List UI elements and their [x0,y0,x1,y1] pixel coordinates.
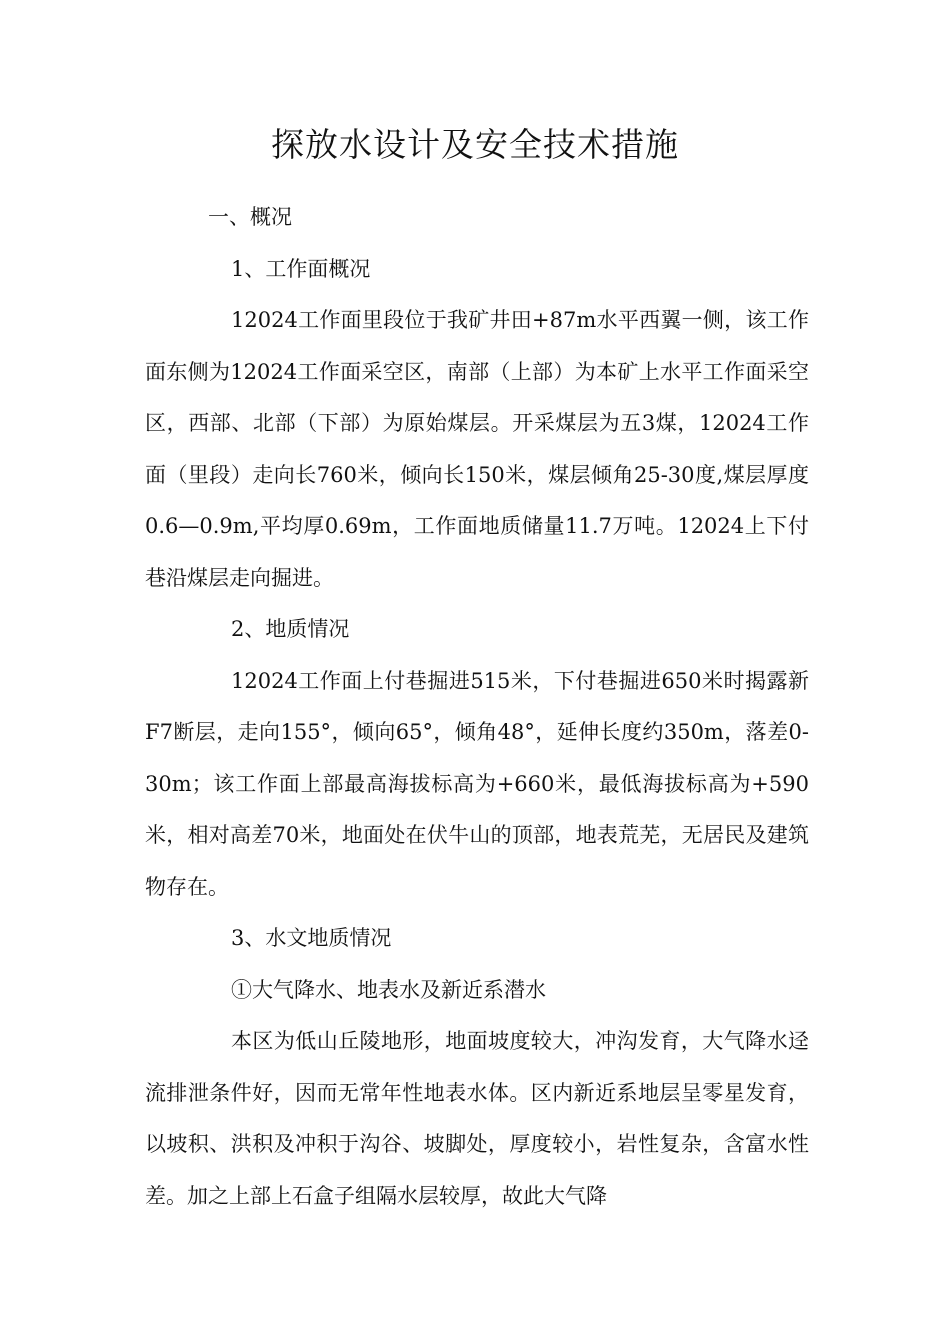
subsection-heading-hydrogeology: 3、水文地质情况 [231,926,392,950]
paragraph-precipitation: 本区为低山丘陵地形，地面坡度较大，冲沟发育，大气降水迳流排泄条件好，因而无常年性地表水体。区内新近系地层呈零星发育，以坡积、洪积及冲积于沟谷、坡脚处，厚度较小，岩性复杂，含富水性差。加之上部上石盒子组隔水层较厚，故此大气降 [145,1029,809,1208]
paragraph-geology: 12024工作面上付巷掘进515米，下付巷掘进650米时揭露新F7断层，走向155°，倾向65°，倾角48°，延伸长度约350m，落差0-30m；该工作面上部最高海拔标高为+660米，最低海拔标高为+590米，相对高差70米，地面处在伏牛山的顶部，地表荒芜，无居民及建筑物存在。 [145,668,809,899]
item-heading-precipitation: ①大气降水、地表水及新近系潜水 [231,977,546,1002]
paragraph-workface: 12024工作面里段位于我矿井田+87m水平西翼一侧，该工作面东侧为12024工作面采空区，南部（上部）为本矿上水平工作面采空区，西部、北部（下部）为原始煤层。开采煤层为五3煤，12024工作面（里段）走向长760米，倾向长150米，煤层倾角25-30度,煤层厚度0.6—0.9m,平均厚0.69m，工作面地质储量11.7万吨。12024上下付巷沿煤层走向掘进。 [145,308,809,590]
document-title: 探放水设计及安全技术措施 [271,125,679,164]
document-body [145,192,809,1222]
subsection-heading-workface: 1、工作面概况 [231,256,371,281]
section-heading-overview: 一、概况 [208,205,292,229]
subsection-heading-geology: 2、地质情况 [231,617,350,641]
